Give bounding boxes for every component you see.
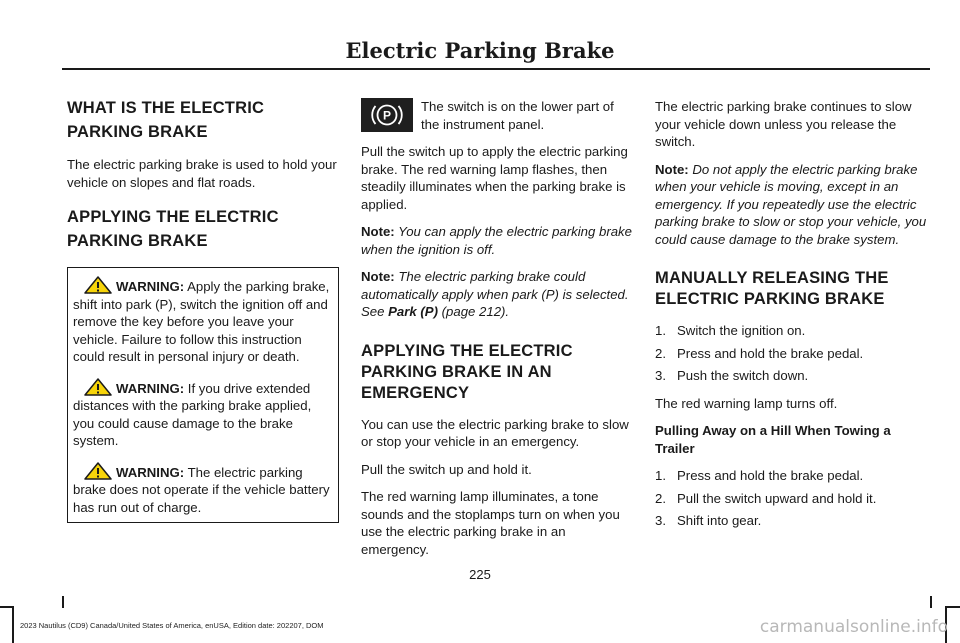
paragraph: Pull the switch up and hold it. xyxy=(361,461,532,477)
note xyxy=(361,268,633,321)
icon-row xyxy=(361,98,633,133)
warning-text: The electric parking brake does not operate if the vehicle battery has run out of charge. xyxy=(73,464,330,515)
edition-info: 2023 Nautilus (CD9) Canada/United States of America, enUSA, Edition date: 202207, DOM xyxy=(20,621,324,630)
cross-reference-link[interactable]: Park (P) xyxy=(388,304,438,319)
paragraph: Pull the switch up to apply the electric parking brake. The red warning lamp flashes, then steadily illuminates when the parking brake is applied. xyxy=(361,144,628,212)
note-label: Note: xyxy=(361,269,395,284)
warning-triangle-icon xyxy=(83,462,113,480)
warning-label: WARNING: xyxy=(116,464,185,480)
paragraph: You can use the electric parking brake to slow or stop your vehicle in an emergency. xyxy=(361,416,629,449)
note-text: You can apply the electric parking brake when the ignition is off. xyxy=(361,224,632,257)
step-list xyxy=(655,467,930,530)
page-number: 225 xyxy=(469,567,491,582)
crop-mark xyxy=(62,596,64,608)
list-item: 3. Shift into gear. xyxy=(655,513,762,528)
header-divider xyxy=(62,68,930,70)
warning-label: WARNING: xyxy=(116,380,185,396)
list-item: 1. Switch the ignition on. xyxy=(655,323,806,338)
paragraph: The electric parking brake is used to hold your vehicle on slopes and flat roads. xyxy=(67,157,337,190)
section-heading: WHAT IS THE ELECTRIC PARKING BRAKE xyxy=(67,99,265,141)
column-2 xyxy=(361,98,633,568)
warning-label: WARNING: xyxy=(116,279,185,294)
watermark: carmanualsonline.info xyxy=(759,617,948,637)
warning-box xyxy=(67,267,339,523)
svg-text:P: P xyxy=(382,108,392,123)
section-heading: APPLYING THE ELECTRIC PARKING BRAKE xyxy=(67,208,279,250)
list-item: 3. Push the switch down. xyxy=(655,368,809,383)
paragraph: The red warning lamp turns off. xyxy=(655,395,838,411)
list-item: 2. Pull the switch upward and hold it. xyxy=(655,490,877,506)
page-title: Electric Parking Brake xyxy=(345,38,615,63)
note xyxy=(655,161,930,249)
crop-mark xyxy=(930,596,932,608)
warning-item xyxy=(73,378,333,450)
warning-text: Apply the parking brake, shift into park (P), switch the ignition off and remove the key before you leave your vehicle. Failure to follow this instruction could result in personal injury or death. xyxy=(73,279,330,364)
note-text: The electric parking brake could automatically apply when park (P) is selected. See xyxy=(361,269,629,319)
crop-mark xyxy=(12,608,14,643)
column-3 xyxy=(655,98,930,540)
step-list xyxy=(655,322,930,385)
note-label: Note: xyxy=(361,224,395,239)
paragraph: The electric parking brake continues to slow your vehicle down unless you release the switch. xyxy=(655,99,912,149)
note xyxy=(361,223,633,258)
warning-triangle-icon xyxy=(83,378,113,396)
warning-item xyxy=(73,276,333,366)
warning-triangle-icon xyxy=(83,276,113,294)
section-heading: MANUALLY RELEASING THE ELECTRIC PARKING BRAKE xyxy=(655,269,889,308)
crop-mark xyxy=(945,606,960,608)
note-text: Do not apply the electric parking brake when your vehicle is moving, except in an emergency. If you repeatedly use the electric parking brake to slow or stop your vehicle, you could cause damage to the brake system. xyxy=(655,161,927,247)
list-item: 1. Press and hold the brake pedal. xyxy=(655,468,864,483)
subheading: Pulling Away on a Hill When Towing a Trailer xyxy=(655,423,891,456)
section-heading: APPLYING THE ELECTRIC PARKING BRAKE IN AN EMERGENCY xyxy=(361,341,573,402)
warning-text: If you drive extended distances with the parking brake applied, you could cause damage to the brake system. xyxy=(73,380,312,448)
paragraph: The red warning lamp illuminates, a tone sounds and the stoplamps turn on when you use the electric parking brake in an emergency. xyxy=(361,489,620,557)
note-label: Note: xyxy=(655,161,689,177)
crop-mark xyxy=(0,606,14,608)
column-1 xyxy=(67,96,339,523)
warning-item xyxy=(73,462,333,517)
paragraph: The switch is on the lower part of the instrument panel. xyxy=(421,99,614,132)
parking-brake-icon xyxy=(361,98,413,132)
list-item: 2. Press and hold the brake pedal. xyxy=(655,345,864,361)
page-reference: (page 212). xyxy=(437,304,510,319)
